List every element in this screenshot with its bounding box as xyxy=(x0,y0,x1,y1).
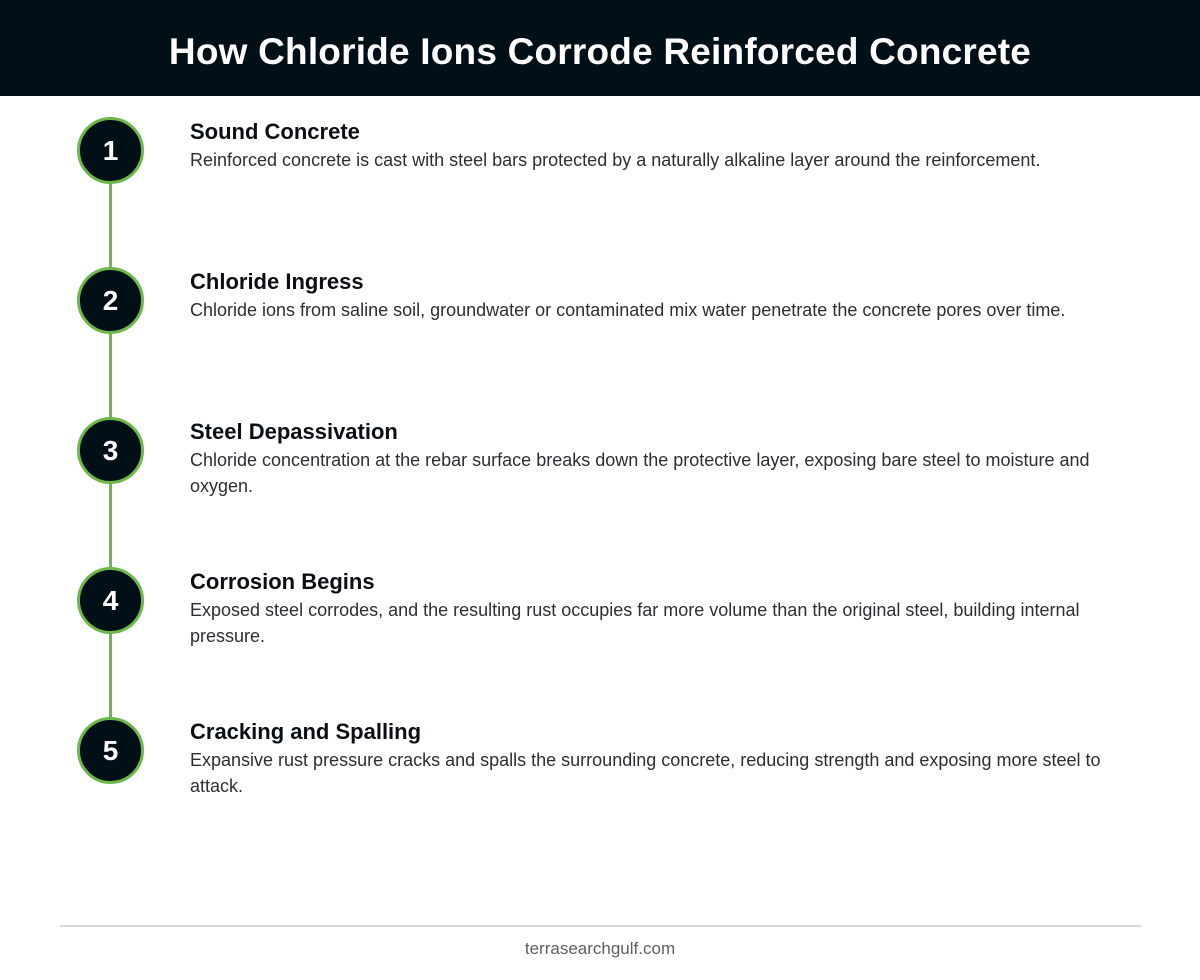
step-description: Exposed steel corrodes, and the resulting rust occupies far more volume than the original steel, building internal pressure. xyxy=(190,600,1080,646)
step-number-badge: 4 xyxy=(77,567,144,634)
footer-divider xyxy=(60,925,1141,927)
step-description: Expansive rust pressure cracks and spalls the surrounding concrete, reducing strength and exposing more steel to attack. xyxy=(190,750,1101,796)
step-number-badge: 2 xyxy=(77,267,144,334)
step-number-badge: 1 xyxy=(77,117,144,184)
step-title: Corrosion Begins xyxy=(190,569,375,594)
page-title: How Chloride Ions Corrode Reinforced Concrete xyxy=(168,30,1032,72)
footer-site-link[interactable]: terrasearchgulf.com xyxy=(524,939,676,958)
step-description: Reinforced concrete is cast with steel bars protected by a naturally alkaline layer around the reinforcement. xyxy=(190,150,1041,170)
step-title: Steel Depassivation xyxy=(190,419,398,444)
header-banner xyxy=(0,0,1200,96)
step-title: Sound Concrete xyxy=(190,119,360,144)
step-title: Chloride Ingress xyxy=(190,269,364,294)
step-number-badge: 5 xyxy=(77,717,144,784)
step-title: Cracking and Spalling xyxy=(190,719,422,744)
step-number-badge: 3 xyxy=(77,417,144,484)
step-description: Chloride ions from saline soil, groundwater or contaminated mix water penetrate the concrete pores over time. xyxy=(190,300,1066,320)
step-description: Chloride concentration at the rebar surface breaks down the protective layer, exposing bare steel to moisture and oxygen. xyxy=(190,450,1090,496)
